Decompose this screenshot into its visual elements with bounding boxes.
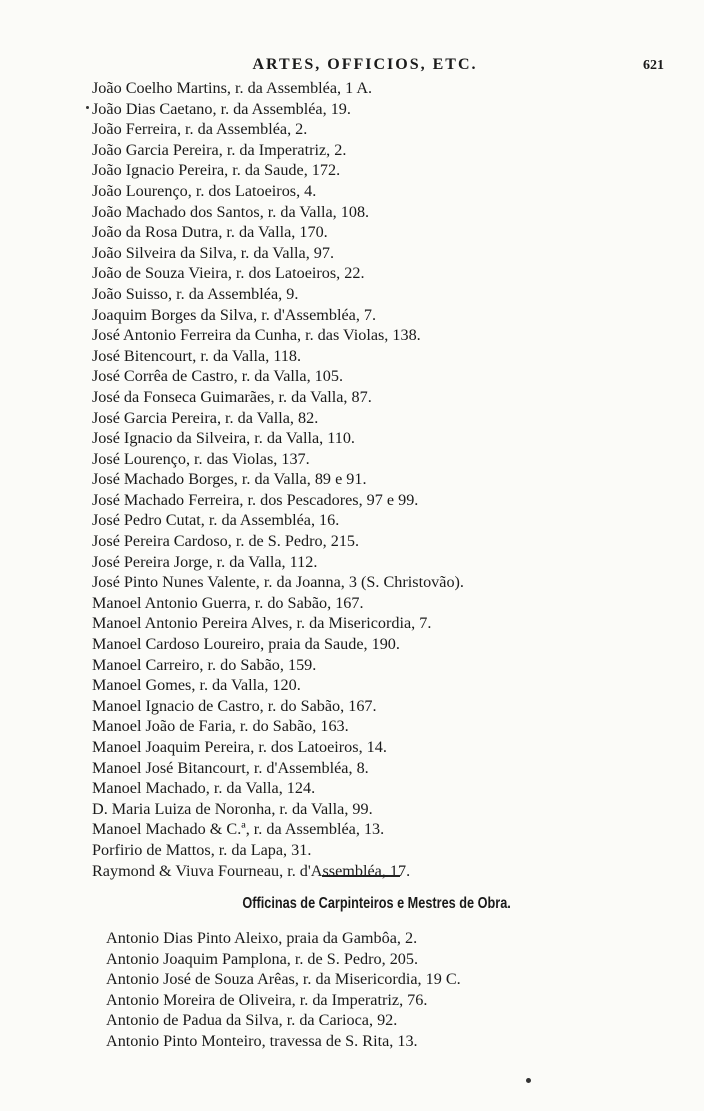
print-speck	[86, 106, 89, 109]
directory-entry: D. Maria Luiza de Noronha, r. da Valla, 99.	[92, 799, 373, 818]
directory-entry: Manoel João de Faria, r. do Sabão, 163.	[92, 717, 349, 736]
directory-entry: Manoel Gomes, r. da Valla, 120.	[92, 676, 301, 695]
directory-entry: José Pereira Jorge, r. da Valla, 112.	[92, 552, 318, 571]
directory-entry: Antonio de Padua da Silva, r. da Carioca, 92.	[106, 1011, 398, 1030]
directory-entry: João Suisso, r. da Assembléa, 9.	[92, 284, 299, 303]
directory-entry: Raymond & Viuva Fourneau, r. d'Assembléa, 17.	[92, 861, 411, 880]
directory-entry: João Garcia Pereira, r. da Imperatriz, 2.	[92, 140, 347, 159]
directory-entry: João Ferreira, r. da Assembléa, 2.	[92, 120, 308, 139]
directory-entry: José Machado Borges, r. da Valla, 89 e 91.	[92, 470, 367, 489]
directory-entry: João Silveira da Silva, r. da Valla, 97.	[92, 243, 335, 262]
directory-entry: José Pereira Cardoso, r. de S. Pedro, 215.	[92, 532, 360, 551]
directory-entry: João Machado dos Santos, r. da Valla, 108.	[92, 202, 370, 221]
section-heading: Officinas de Carpinteiros e Mestres de Obra.	[242, 895, 511, 912]
directory-entry: José Pedro Cutat, r. da Assembléa, 16.	[92, 511, 340, 530]
directory-entry: Antonio Pinto Monteiro, travessa de S. Rita, 13.	[106, 1031, 418, 1050]
directory-entry: Manoel José Bitancourt, r. d'Assembléa, 8.	[92, 758, 369, 777]
directory-entry: Manoel Joaquim Pereira, r. dos Latoeiros, 14.	[92, 738, 387, 756]
directory-entry: João Lourenço, r. dos Latoeiros, 4.	[92, 181, 317, 200]
carpenters-list	[106, 928, 686, 1052]
page-header	[0, 56, 704, 78]
directory-entry: José Antonio Ferreira da Cunha, r. das Violas, 138.	[92, 326, 421, 345]
directory-entry: João da Rosa Dutra, r. da Valla, 170.	[92, 223, 328, 242]
directory-entry: Joaquim Borges da Silva, r. d'Assembléa, 7.	[92, 305, 377, 324]
directory-entry: Manoel Machado & C.ª, r. da Assembléa, 13.	[92, 820, 385, 839]
directory-entry: Antonio Moreira de Oliveira, r. da Imperatriz, 76.	[106, 990, 428, 1009]
print-speck	[526, 1078, 531, 1083]
directory-entry: José Ignacio da Silveira, r. da Valla, 110.	[92, 429, 355, 448]
directory-entry: João Ignacio Pereira, r. da Saude, 172.	[92, 161, 341, 180]
directory-entry: José Corrêa de Castro, r. da Valla, 105.	[92, 367, 343, 386]
directory-entry: Porfirio de Mattos, r. da Lapa, 31.	[92, 840, 312, 859]
directory-entry: José Pinto Nunes Valente, r. da Joanna, 3 (S. Christovão).	[92, 573, 464, 592]
directory-entry: José da Fonseca Guimarães, r. da Valla, 87.	[92, 387, 372, 406]
directory-entry: João Coelho Martins, r. da Assembléa, 1 A.	[92, 79, 373, 97]
page-number: 621	[643, 58, 664, 73]
directory-entry: Manoel Carreiro, r. do Sabão, 159.	[92, 655, 317, 674]
directory-entry: Manoel Ignacio de Castro, r. do Sabão, 167.	[92, 696, 377, 715]
running-head: ARTES, OFFICIOS, ETC.	[252, 56, 478, 73]
directory-entry: João de Souza Vieira, r. dos Latoeiros, 22.	[92, 264, 365, 283]
directory-entry: José Lourenço, r. das Violas, 137.	[92, 449, 310, 468]
directory-entry: José Garcia Pereira, r. da Valla, 82.	[92, 408, 319, 427]
directory-entry: José Bitencourt, r. da Valla, 118.	[92, 346, 302, 365]
directory-entry: João Dias Caetano, r. da Assembléa, 19.	[92, 99, 351, 118]
directory-entry: Antonio Joaquim Pamplona, r. de S. Pedro, 205.	[106, 949, 419, 968]
directory-entry: Manoel Antonio Pereira Alves, r. da Misericordia, 7.	[92, 614, 432, 633]
directory-list	[92, 78, 692, 881]
section-divider	[322, 875, 400, 877]
directory-entry: Antonio José de Souza Arêas, r. da Misericordia, 19 C.	[106, 970, 461, 989]
directory-entry: Antonio Dias Pinto Aleixo, praia da Gambôa, 2.	[106, 929, 418, 947]
directory-entry: José Machado Ferreira, r. dos Pescadores, 97 e 99.	[92, 490, 419, 509]
directory-entry: Manoel Cardoso Loureiro, praia da Saude, 190.	[92, 635, 400, 654]
directory-entry: Manoel Machado, r. da Valla, 124.	[92, 779, 316, 798]
directory-entry: Manoel Antonio Guerra, r. do Sabão, 167.	[92, 593, 364, 612]
